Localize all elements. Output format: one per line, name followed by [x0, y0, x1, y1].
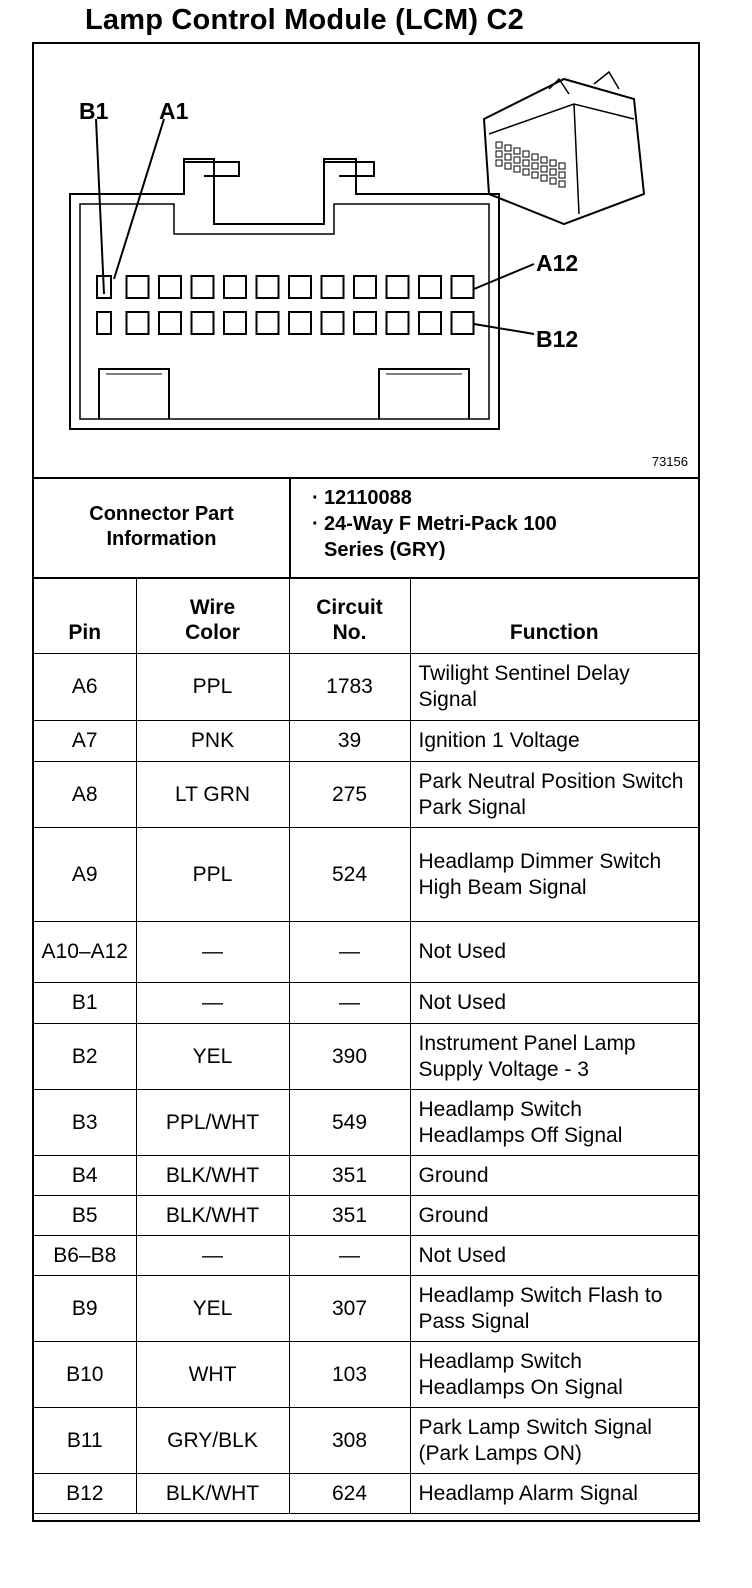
pin-cavity	[387, 276, 409, 298]
connector-info-item: · 24-Way F Metri-Pack 100 Series (GRY)	[312, 513, 557, 561]
pin-cell: A10–A12	[34, 922, 136, 983]
table-row	[34, 828, 698, 922]
wire-color-cell: BLK/WHT	[136, 1474, 289, 1514]
pin-cavity	[354, 276, 376, 298]
pin-cavity	[322, 312, 344, 334]
label-b1: B1	[79, 98, 109, 124]
connector-info-label: Connector Part Information	[34, 477, 291, 577]
pin-cell: B11	[34, 1408, 136, 1474]
wire-color-cell: PPL/WHT	[136, 1090, 289, 1156]
wire-color-cell: YEL	[136, 1024, 289, 1090]
wire-color-cell: GRY/BLK	[136, 1408, 289, 1474]
wire-color-cell: —	[136, 1236, 289, 1276]
table-row	[34, 1236, 698, 1276]
iso-pin-cavity	[514, 157, 520, 163]
table-row	[34, 1276, 698, 1342]
function-cell: Ground	[410, 1156, 698, 1196]
pin-cell: A9	[34, 828, 136, 922]
function-cell: Headlamp Dimmer Switch High Beam Signal	[410, 828, 698, 922]
iso-pin-cavity	[514, 148, 520, 154]
iso-pin-cavity	[532, 163, 538, 169]
table-row	[34, 654, 698, 721]
iso-pin-cavity	[523, 169, 529, 175]
circuit-cell: 308	[289, 1408, 410, 1474]
pinout-table	[34, 577, 698, 1514]
pin-cavity	[127, 276, 149, 298]
circuit-cell: 307	[289, 1276, 410, 1342]
table-row	[34, 1474, 698, 1514]
wire-color-cell: —	[136, 983, 289, 1024]
function-cell: Headlamp Switch Headlamps Off Signal	[410, 1090, 698, 1156]
wire-color-cell: —	[136, 922, 289, 983]
table-row	[34, 1156, 698, 1196]
pin-cavity	[289, 312, 311, 334]
circuit-cell: 549	[289, 1090, 410, 1156]
circuit-cell: —	[289, 922, 410, 983]
wire-color-cell: YEL	[136, 1276, 289, 1342]
pin-cell: B5	[34, 1196, 136, 1236]
iso-pin-cavity	[523, 160, 529, 166]
function-cell: Instrument Panel Lamp Supply Voltage - 3	[410, 1024, 698, 1090]
circuit-cell: 1783	[289, 654, 410, 721]
wire-color-cell: BLK/WHT	[136, 1196, 289, 1236]
circuit-cell: 390	[289, 1024, 410, 1090]
pin-cell: B9	[34, 1276, 136, 1342]
table-row	[34, 1024, 698, 1090]
function-cell: Headlamp Switch Flash to Pass Signal	[410, 1276, 698, 1342]
iso-pin-cavity	[550, 169, 556, 175]
pin-cell: B3	[34, 1090, 136, 1156]
iso-pin-cavity	[559, 181, 565, 187]
pin-cavity	[97, 312, 111, 334]
iso-pin-cavity	[559, 163, 565, 169]
function-cell: Headlamp Alarm Signal	[410, 1474, 698, 1514]
pin-cavity	[354, 312, 376, 334]
connector-type: 24-Way F Metri-Pack 100 Series (GRY)	[324, 513, 557, 561]
header-wire-color: Wire Color	[136, 578, 289, 654]
table-row	[34, 1408, 698, 1474]
wire-color-cell: WHT	[136, 1342, 289, 1408]
pin-cavity	[192, 312, 214, 334]
pin-cell: B6–B8	[34, 1236, 136, 1276]
function-cell: Headlamp Switch Headlamps On Signal	[410, 1342, 698, 1408]
wire-color-cell: BLK/WHT	[136, 1156, 289, 1196]
wire-color-cell: PNK	[136, 721, 289, 762]
iso-pin-cavity	[550, 160, 556, 166]
circuit-cell: 524	[289, 828, 410, 922]
pin-cavity	[257, 312, 279, 334]
pin-cavity	[452, 312, 474, 334]
pin-cavity	[192, 276, 214, 298]
pin-cavity	[224, 312, 246, 334]
circuit-cell: 351	[289, 1196, 410, 1236]
iso-pin-cavity	[550, 178, 556, 184]
table-row	[34, 1196, 698, 1236]
pin-cell: A7	[34, 721, 136, 762]
pin-cell: B12	[34, 1474, 136, 1514]
pin-cavity	[159, 276, 181, 298]
pin-cell: B1	[34, 983, 136, 1024]
connector-part-info	[34, 477, 698, 579]
iso-pin-cavity	[532, 172, 538, 178]
circuit-cell: 275	[289, 762, 410, 828]
iso-pin-cavity	[496, 160, 502, 166]
iso-pin-cavity	[541, 175, 547, 181]
iso-pin-cavity	[505, 145, 511, 151]
circuit-cell: —	[289, 1236, 410, 1276]
wire-color-cell: PPL	[136, 828, 289, 922]
circuit-cell: 103	[289, 1342, 410, 1408]
function-cell: Twilight Sentinel Delay Signal	[410, 654, 698, 721]
wire-color-cell: PPL	[136, 654, 289, 721]
page-title: Lamp Control Module (LCM) C2	[85, 4, 524, 36]
iso-pin-cavity	[496, 142, 502, 148]
pin-cell: A8	[34, 762, 136, 828]
table-row	[34, 721, 698, 762]
part-number: 12110088	[324, 487, 412, 509]
label-b12: B12	[536, 326, 579, 352]
function-cell: Not Used	[410, 1236, 698, 1276]
table-row	[34, 762, 698, 828]
pin-cavity	[289, 276, 311, 298]
connector-diagram	[34, 44, 698, 479]
iso-pin-cavity	[514, 166, 520, 172]
iso-pin-cavity	[505, 163, 511, 169]
header-function: Function	[410, 578, 698, 654]
pin-cavity	[257, 276, 279, 298]
function-cell: Not Used	[410, 983, 698, 1024]
iso-pin-cavity	[541, 166, 547, 172]
pin-cell: B10	[34, 1342, 136, 1408]
connector-info-item: · 12110088	[312, 487, 412, 509]
pin-cavity	[322, 276, 344, 298]
pin-cavity	[224, 276, 246, 298]
function-cell: Park Lamp Switch Signal (Park Lamps ON)	[410, 1408, 698, 1474]
connector-info-items	[312, 485, 614, 563]
pin-cell: A6	[34, 654, 136, 721]
iso-pin-cavity	[541, 157, 547, 163]
pin-cavity	[387, 312, 409, 334]
pin-cavity	[159, 312, 181, 334]
function-cell: Ignition 1 Voltage	[410, 721, 698, 762]
header-pin: Pin	[34, 578, 136, 654]
function-cell: Ground	[410, 1196, 698, 1236]
pin-cell: B4	[34, 1156, 136, 1196]
circuit-cell: 624	[289, 1474, 410, 1514]
pin-cavity	[419, 276, 441, 298]
function-cell: Park Neutral Position Switch Park Signal	[410, 762, 698, 828]
function-cell: Not Used	[410, 922, 698, 983]
table-row	[34, 1090, 698, 1156]
iso-pin-cavity	[496, 151, 502, 157]
table-row	[34, 922, 698, 983]
table-header-row	[34, 578, 698, 654]
circuit-cell: 351	[289, 1156, 410, 1196]
connector-drawing	[34, 44, 698, 477]
circuit-cell: 39	[289, 721, 410, 762]
circuit-cell: —	[289, 983, 410, 1024]
figure-number: 73156	[651, 454, 688, 469]
wire-color-cell: LT GRN	[136, 762, 289, 828]
header-circuit: Circuit No.	[289, 578, 410, 654]
table-row	[34, 1342, 698, 1408]
pin-cavity	[127, 312, 149, 334]
pin-cavity	[419, 312, 441, 334]
iso-pin-cavity	[505, 154, 511, 160]
iso-pin-cavity	[559, 172, 565, 178]
pin-cell: B2	[34, 1024, 136, 1090]
table-row	[34, 983, 698, 1024]
label-a1: A1	[159, 98, 189, 124]
label-a12: A12	[536, 250, 579, 276]
iso-pin-cavity	[523, 151, 529, 157]
iso-pin-cavity	[532, 154, 538, 160]
document-frame	[32, 42, 700, 1522]
pin-cavity	[452, 276, 474, 298]
